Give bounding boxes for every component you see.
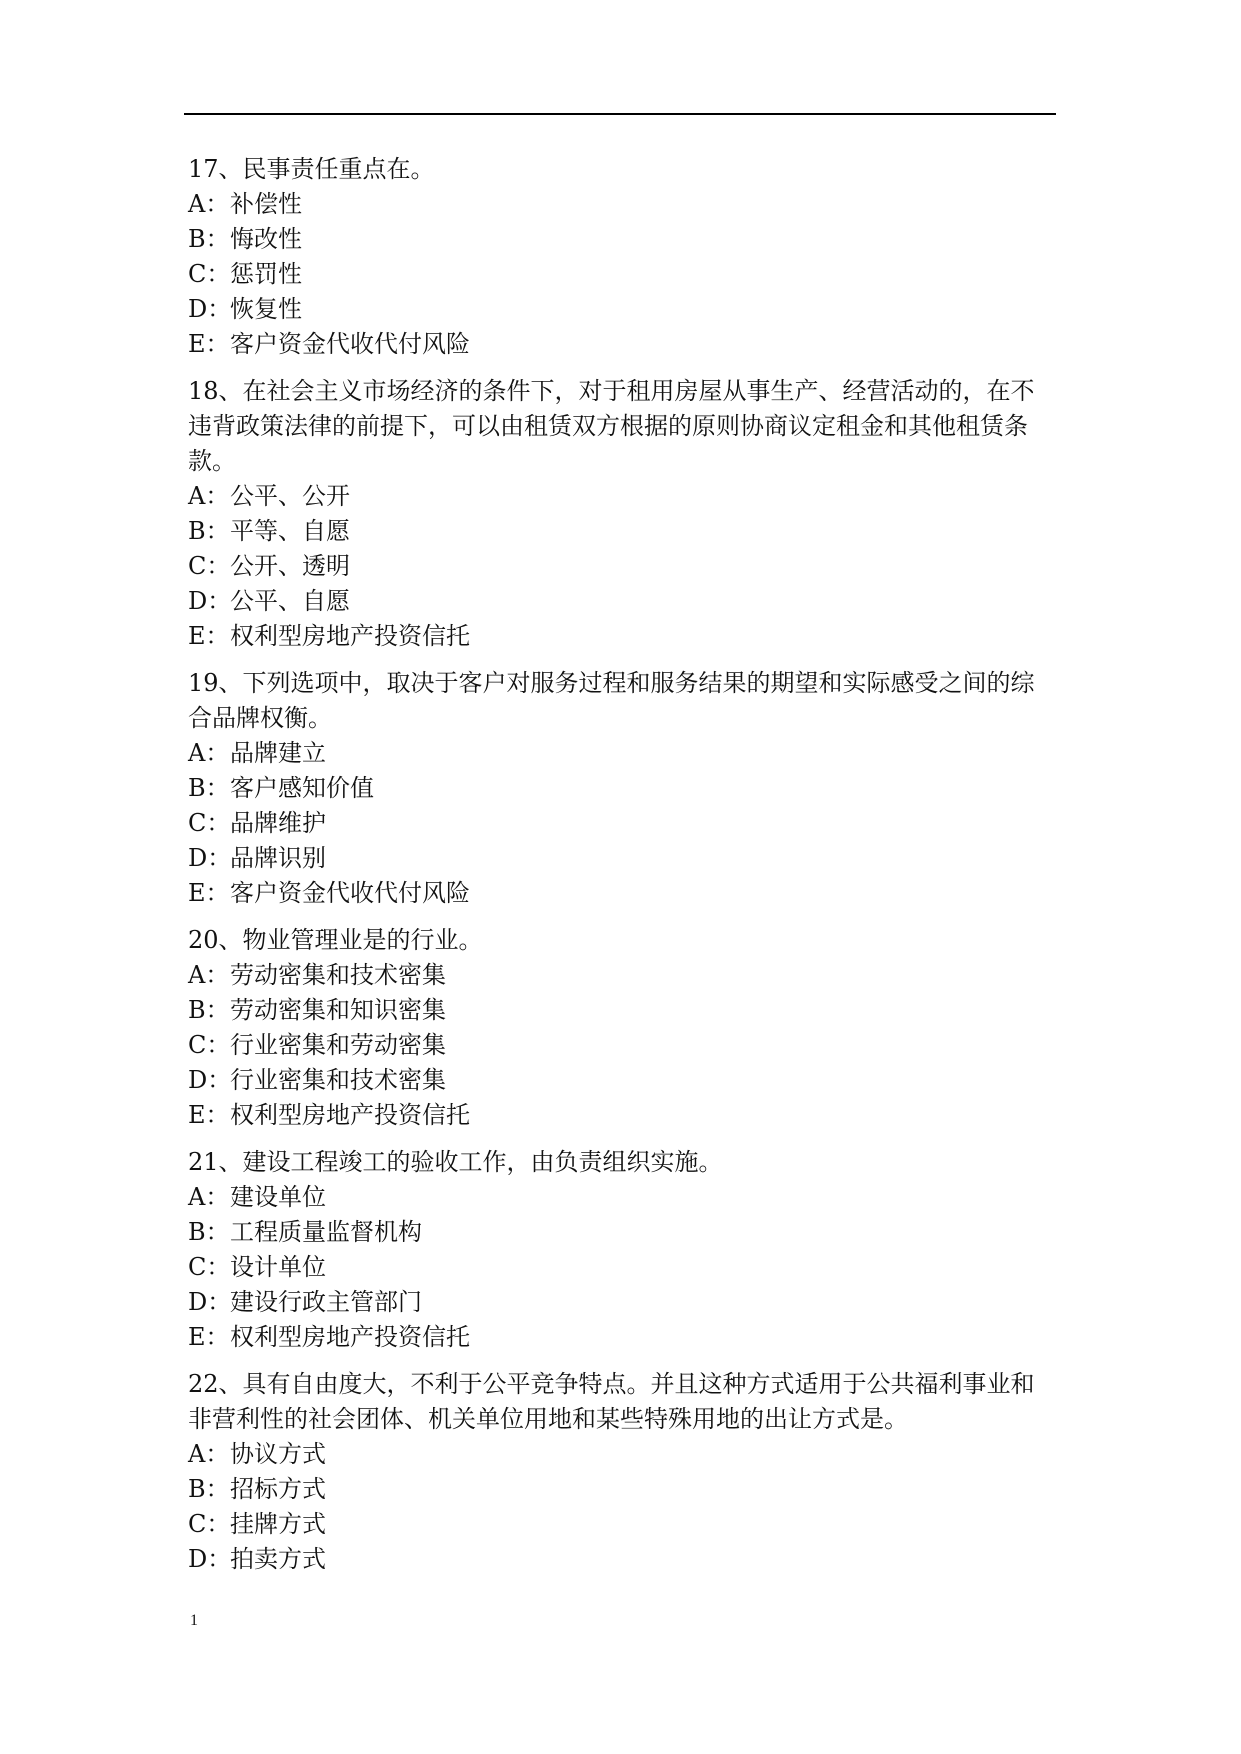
option-text: 品牌识别: [230, 844, 326, 872]
option-text: 招标方式: [230, 1475, 326, 1503]
document-body: [188, 152, 1056, 1589]
answer-option: [188, 1063, 1056, 1098]
option-key: C：: [188, 1031, 231, 1059]
option-text: 行业密集和劳动密集: [230, 1031, 446, 1059]
option-key: E：: [188, 330, 230, 358]
option-text: 劳动密集和技术密集: [230, 961, 446, 989]
option-text: 权利型房地产投资信托: [230, 1323, 470, 1351]
option-text: 挂牌方式: [230, 1510, 326, 1538]
answer-option: [188, 736, 1056, 771]
option-key: D：: [188, 587, 232, 615]
answer-option: [188, 292, 1056, 327]
answer-option: [188, 479, 1056, 514]
option-text: 公平、自愿: [230, 587, 350, 615]
option-text: 建设行政主管部门: [230, 1288, 422, 1316]
answer-option: [188, 619, 1056, 654]
option-text: 行业密集和技术密集: [230, 1066, 446, 1094]
option-key: D：: [188, 295, 232, 323]
answer-option: [188, 1215, 1056, 1250]
answer-option: [188, 806, 1056, 841]
option-text: 补偿性: [230, 190, 302, 218]
option-text: 客户资金代收代付风险: [230, 879, 470, 907]
answer-option: [188, 841, 1056, 876]
option-key: E：: [188, 879, 230, 907]
option-key: B：: [188, 996, 230, 1024]
option-text: 公平、公开: [230, 482, 350, 510]
option-text: 平等、自愿: [230, 517, 350, 545]
question-block: [188, 152, 1056, 362]
option-key: B：: [188, 517, 230, 545]
answer-option: [188, 771, 1056, 806]
answer-option: [188, 1437, 1056, 1472]
answer-option: [188, 1180, 1056, 1215]
option-key: E：: [188, 1101, 230, 1129]
option-text: 权利型房地产投资信托: [230, 1101, 470, 1129]
answer-option: [188, 1028, 1056, 1063]
option-text: 拍卖方式: [230, 1545, 326, 1573]
question-stem: 18、在社会主义市场经济的条件下，对于租用房屋从事生产、经营活动的，在不违背政策法律的前提下，可以由租赁双方根据的原则协商议定租金和其他租赁条款。: [188, 377, 1035, 475]
question-block: [188, 923, 1056, 1133]
option-key: A：: [188, 1440, 230, 1468]
option-text: 建设单位: [230, 1183, 326, 1211]
answer-option: [188, 327, 1056, 362]
question-block: [188, 666, 1056, 911]
answer-option: [188, 187, 1056, 222]
option-text: 惩罚性: [230, 260, 302, 288]
option-text: 权利型房地产投资信托: [230, 622, 470, 650]
option-text: 品牌维护: [230, 809, 326, 837]
option-key: D：: [188, 1066, 232, 1094]
question-stem: 20、物业管理业是的行业。: [188, 926, 483, 954]
answer-option: [188, 876, 1056, 911]
option-text: 品牌建立: [230, 739, 326, 767]
question-block: [188, 1367, 1056, 1577]
answer-option: [188, 1542, 1056, 1577]
option-text: 恢复性: [230, 295, 302, 323]
option-key: E：: [188, 1323, 230, 1351]
answer-option: [188, 514, 1056, 549]
option-text: 客户资金代收代付风险: [230, 330, 470, 358]
answer-option: [188, 1098, 1056, 1133]
answer-option: [188, 1507, 1056, 1542]
option-key: A：: [188, 1183, 230, 1211]
page-number: 1: [190, 1612, 198, 1629]
option-key: A：: [188, 482, 230, 510]
option-text: 公开、透明: [230, 552, 350, 580]
option-text: 工程质量监督机构: [230, 1218, 422, 1246]
option-key: D：: [188, 1288, 232, 1316]
option-text: 设计单位: [230, 1253, 326, 1281]
option-text: 劳动密集和知识密集: [230, 996, 446, 1024]
option-key: B：: [188, 1475, 230, 1503]
answer-option: [188, 584, 1056, 619]
option-key: B：: [188, 225, 230, 253]
question-block: [188, 374, 1056, 654]
answer-option: [188, 549, 1056, 584]
answer-option: [188, 993, 1056, 1028]
option-key: A：: [188, 739, 230, 767]
question-stem: 21、建设工程竣工的验收工作，由负责组织实施。: [188, 1148, 723, 1176]
option-text: 协议方式: [230, 1440, 326, 1468]
option-key: D：: [188, 1545, 232, 1573]
header-rule: [184, 113, 1056, 115]
option-key: A：: [188, 961, 230, 989]
option-key: C：: [188, 809, 231, 837]
option-text: 悔改性: [230, 225, 302, 253]
answer-option: [188, 222, 1056, 257]
option-key: B：: [188, 1218, 230, 1246]
option-text: 客户感知价值: [230, 774, 374, 802]
answer-option: [188, 1285, 1056, 1320]
option-key: C：: [188, 260, 231, 288]
option-key: B：: [188, 774, 230, 802]
option-key: A：: [188, 190, 230, 218]
option-key: D：: [188, 844, 232, 872]
answer-option: [188, 958, 1056, 993]
option-key: C：: [188, 1510, 231, 1538]
question-block: [188, 1145, 1056, 1355]
answer-option: [188, 1472, 1056, 1507]
question-stem: 19、下列选项中，取决于客户对服务过程和服务结果的期望和实际感受之间的综合品牌权衡。: [188, 669, 1035, 732]
question-stem: 17、民事责任重点在。: [188, 155, 435, 183]
answer-option: [188, 257, 1056, 292]
option-key: E：: [188, 622, 230, 650]
option-key: C：: [188, 552, 231, 580]
option-key: C：: [188, 1253, 231, 1281]
answer-option: [188, 1320, 1056, 1355]
question-stem: 22、具有自由度大，不利于公平竞争特点。并且这种方式适用于公共福利事业和非营利性的社会团体、机关单位用地和某些特殊用地的出让方式是。: [188, 1370, 1035, 1433]
answer-option: [188, 1250, 1056, 1285]
